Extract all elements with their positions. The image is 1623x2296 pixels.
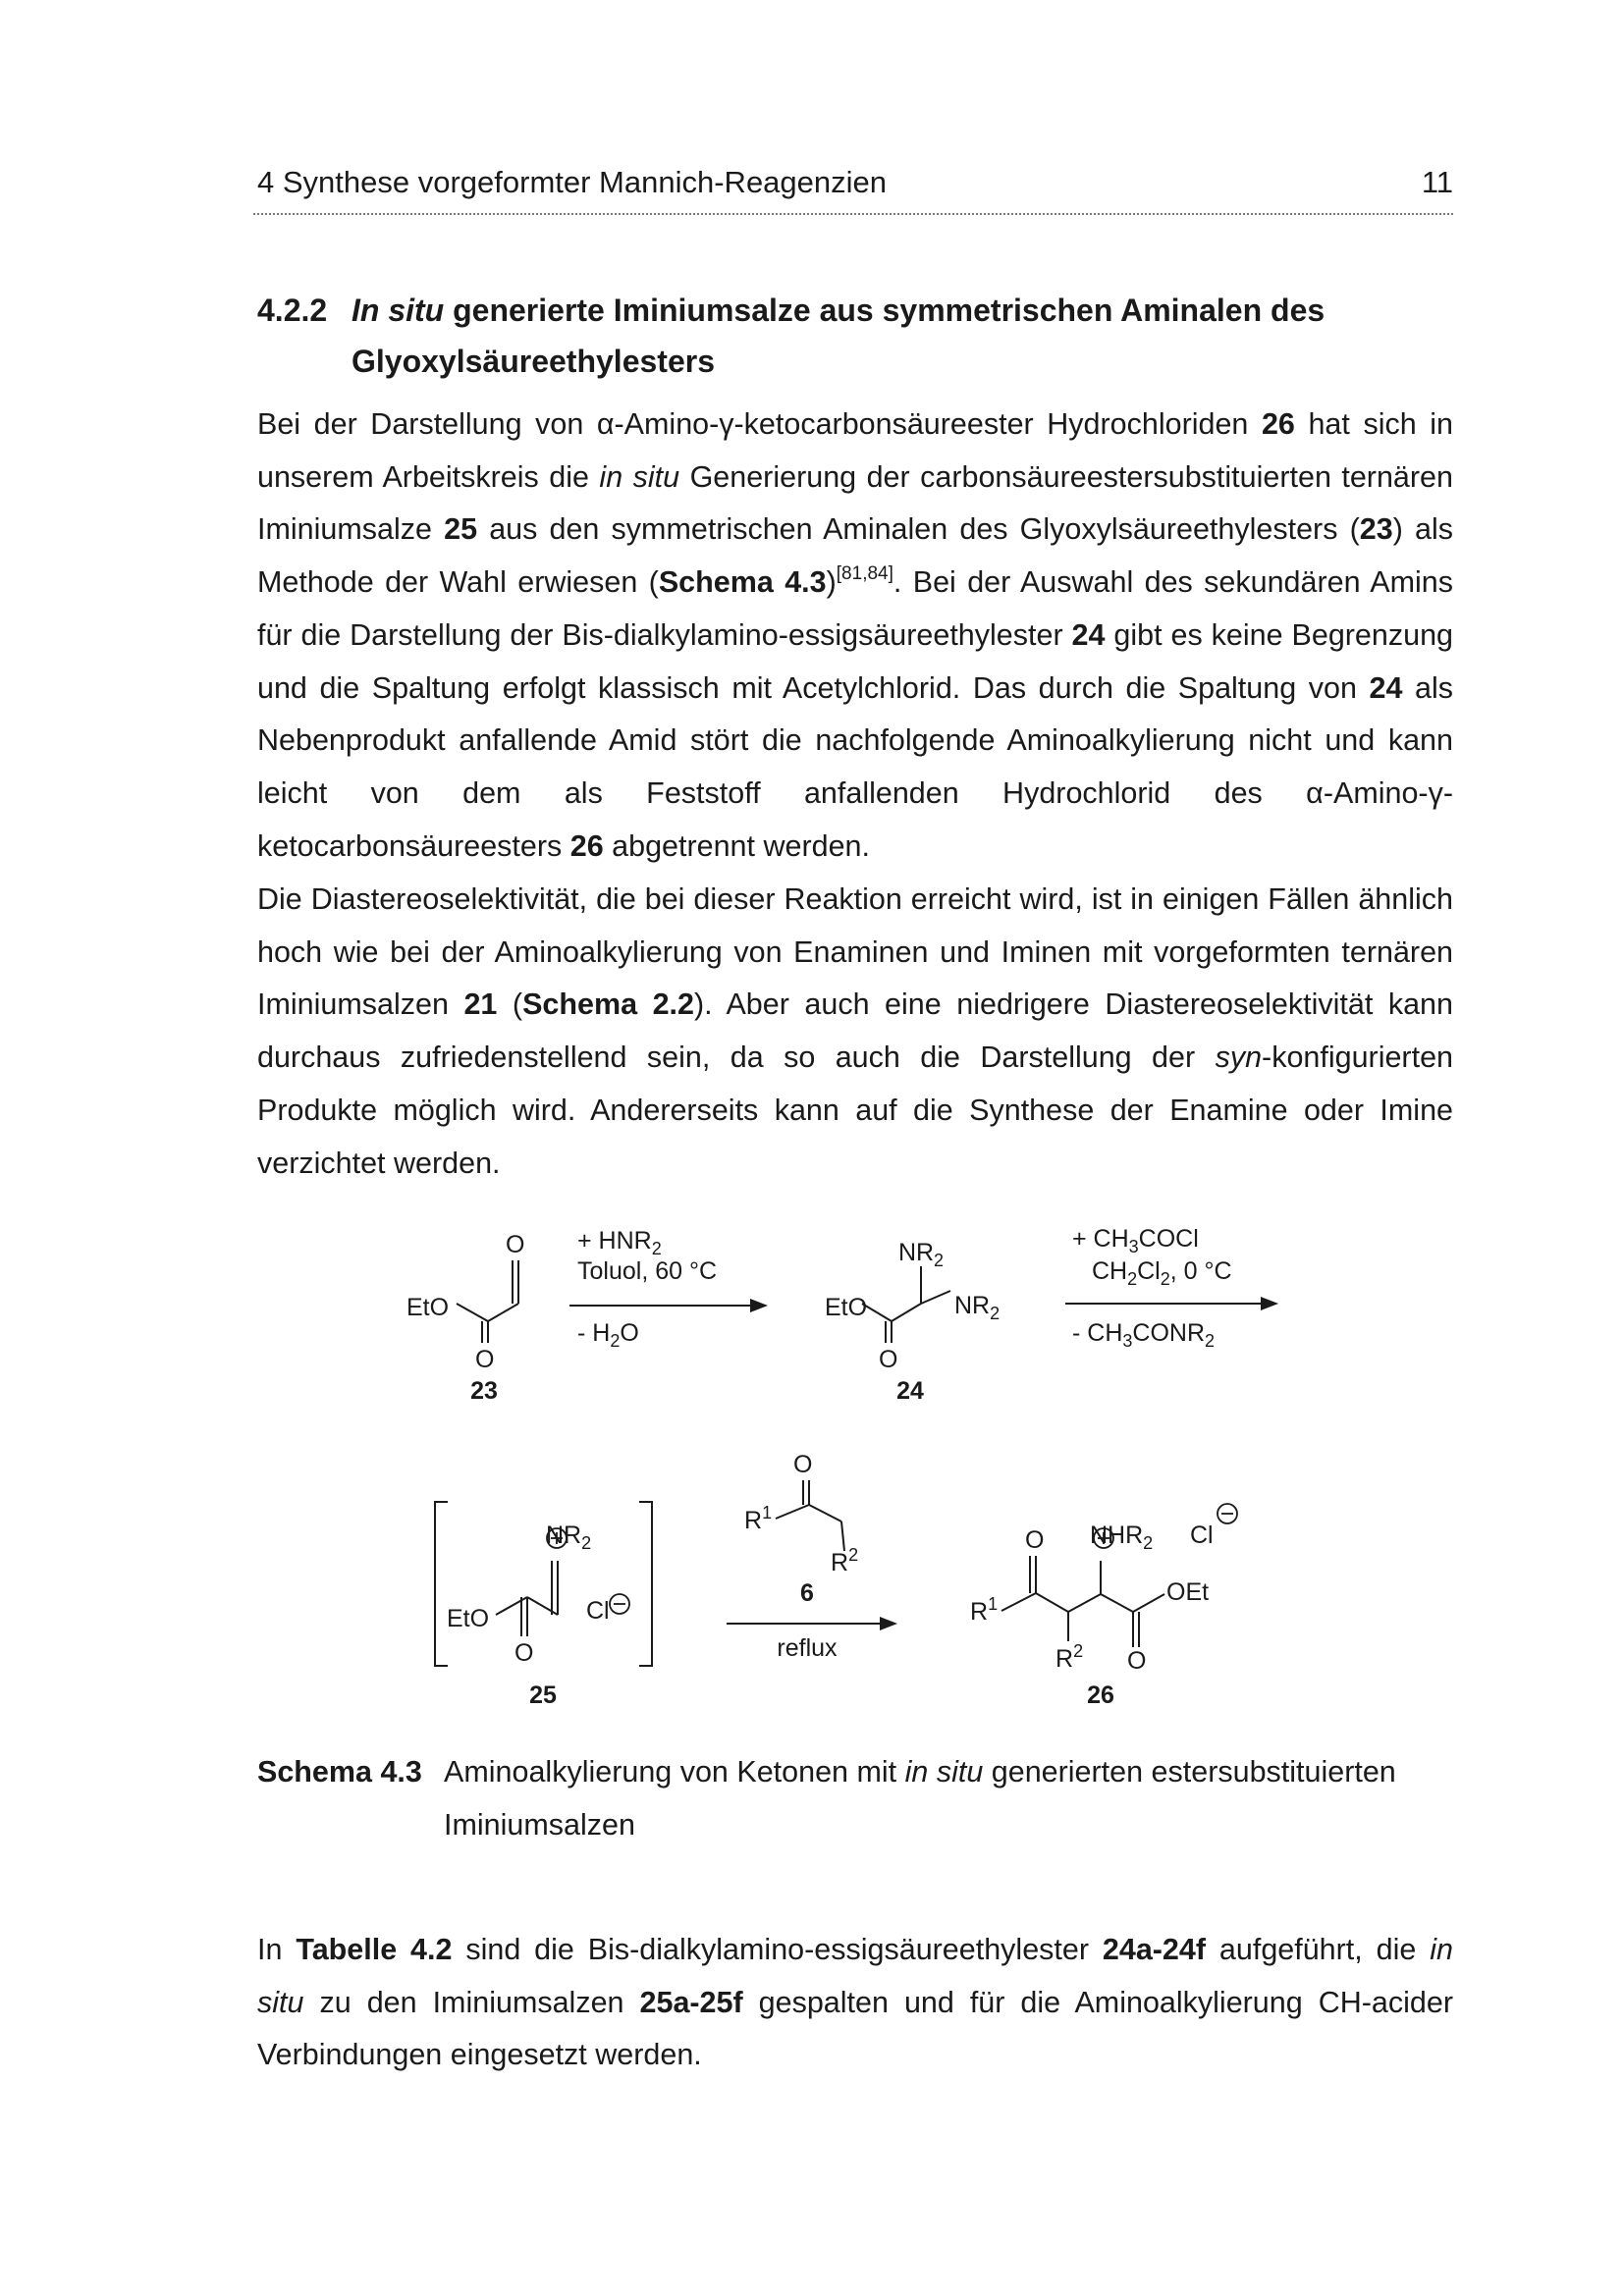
text-run: in situ <box>599 459 680 494</box>
atom-label: $NR_2$ <box>954 1292 1001 1323</box>
running-header <box>257 165 1453 208</box>
header-title: 4 Synthese vorgeformter Mannich-Reagenzien <box>257 165 888 199</box>
step2-solvent: $CH_2Cl_2$, 0 °C <box>1092 1257 1232 1289</box>
compound-label-23: 23 <box>470 1377 498 1405</box>
text-run: ) als Methode der Wahl erwiesen ( <box>257 512 1453 600</box>
text-run: ( <box>497 988 523 1022</box>
atom-label: OEt <box>1166 1578 1210 1606</box>
paragraph-1 <box>257 399 1453 873</box>
atom-label: O <box>475 1346 495 1373</box>
atom-label: $R^1$ <box>970 1594 999 1626</box>
compound-ref: 26 <box>569 828 604 863</box>
text-run: aufgeführt, die <box>1206 1933 1431 1966</box>
text-run: zu den Iminiumsalzen <box>303 1985 640 2019</box>
text-run: Bei der Darstellung von α-Amino-γ-ketocarbonsäureester Hydrochloriden <box>257 407 1262 441</box>
compound-label-24: 24 <box>896 1377 924 1405</box>
atom-label: $NHR_2$ <box>1090 1522 1154 1553</box>
atom-label: $R^1$ <box>744 1503 773 1534</box>
section-heading <box>257 285 1455 387</box>
compound-ref: 25 <box>444 512 478 547</box>
atom-label: Cl <box>586 1597 610 1625</box>
section-title-italic: In situ <box>352 293 445 328</box>
text-run: in situ <box>257 1933 1453 2019</box>
text-run: syn <box>1215 1041 1263 1075</box>
atom-label: EtO <box>406 1294 450 1321</box>
text-run: In <box>257 1933 297 1966</box>
caption-label: Schema 4.3 <box>257 1755 422 1789</box>
text-run: Aminoalkylierung von Ketonen mit <box>444 1755 905 1789</box>
atom-label: $NR_2$ <box>897 1239 945 1270</box>
atom-label: O <box>514 1639 534 1667</box>
compound-ref: 23 <box>1359 512 1393 547</box>
atom-label: O <box>793 1451 813 1478</box>
text-run: ) <box>826 565 837 600</box>
atom-label: EtO <box>447 1605 490 1632</box>
text-run: generierten estersubstituierten Iminiumsalzen <box>444 1755 1396 1842</box>
reagent-label-6: 6 <box>800 1579 814 1607</box>
text-run: aus den symmetrischen Aminalen des Glyoxylsäureethylesters ( <box>477 512 1360 547</box>
text-run: als Nebenprodukt anfallende Amid stört die nachfolgende Aminoalkylierung nicht und kann leicht von dem als Feststoff anfallenden Hydrochlorid des α-Amino-γ-ketocarbonsäureesters <box>257 670 1453 863</box>
atom-label: O <box>1025 1526 1045 1554</box>
header-rule <box>253 213 1453 215</box>
atom-label: O <box>1127 1647 1147 1675</box>
section-number: 4.2.2 <box>257 293 328 328</box>
step1-reagent: + $HNR_2$ <box>577 1227 662 1258</box>
scheme-ref: Schema 4.3 <box>658 565 827 600</box>
text-run: abgetrennt werden. <box>603 828 870 863</box>
text-run: ). Aber auch eine niedrigere Diastereoselektivität kann durchaus zufriedenstellend sein, da so auch die Darstellung der <box>257 988 1453 1075</box>
step1-byproduct: - $H_2O$ <box>577 1319 639 1351</box>
step1-solvent: Toluol, 60 °C <box>577 1257 718 1285</box>
compound-ref: 24 <box>1369 670 1403 705</box>
atom-label: $NR_2$ <box>546 1522 592 1553</box>
compound-label-25: 25 <box>529 1682 557 1709</box>
text-run: hat sich in unserem Arbeitskreis die <box>257 407 1453 494</box>
step3-condition: reflux <box>777 1634 838 1662</box>
table-ref: Tabelle 4.2 <box>296 1933 453 1966</box>
compound-ref: 24 <box>1071 617 1106 652</box>
step2-reagent: + $CH_3COCl$ <box>1072 1225 1199 1256</box>
step2-byproduct: - $CH_3CONR_2$ <box>1072 1319 1216 1351</box>
atom-label: O <box>879 1346 898 1373</box>
text-run: gibt es keine Begrenzung und die Spaltung erfolgt klassisch mit Acetylchlorid. Das durch die Spaltung von <box>257 617 1453 705</box>
scheme-caption <box>257 1745 1455 1851</box>
paragraph-3 <box>257 1924 1453 2082</box>
compound-label-26: 26 <box>1087 1682 1114 1709</box>
atom-label: $R^2$ <box>831 1545 859 1576</box>
text-run: Die Diastereoselektivität, die bei dieser Reaktion erreicht wird, ist in einigen Fällen ähnlich hoch wie bei der Aminoalkylierung von Enaminen und Iminen mit vorgeformten ternären Iminiumsalzen <box>257 882 1453 1022</box>
text-run: sind die Bis-dialkylamino-essigsäureethylester <box>452 1933 1103 1966</box>
scheme-ref: Schema 2.2 <box>522 988 694 1022</box>
text-run: . Bei der Auswahl des sekundären Amins für die Darstellung der Bis-dialkylamino-essigsäureethylester <box>257 565 1453 652</box>
atom-label: O <box>506 1231 525 1258</box>
compound-ref: 25a-25f <box>639 1985 743 2019</box>
atom-label: $R^2$ <box>1055 1641 1084 1673</box>
reaction-scheme <box>0 1207 1623 1737</box>
atom-label: EtO <box>825 1294 868 1321</box>
page-number: 11 <box>1421 165 1453 199</box>
paragraph-2 <box>257 874 1453 1190</box>
compound-ref: 24a-24f <box>1102 1933 1207 1966</box>
citation: [81,84] <box>836 563 893 585</box>
compound-ref: 26 <box>1261 407 1295 441</box>
section-title <box>352 285 1455 387</box>
text-run: -konfigurierten Produkte möglich wird. Andererseits kann auf die Synthese der Enamine oder Imine verzichtet werden. <box>257 1041 1453 1180</box>
text-run: in situ <box>904 1755 984 1789</box>
compound-ref: 21 <box>463 988 498 1022</box>
caption-text <box>444 1745 1455 1851</box>
text-run: gespalten und für die Aminoalkylierung CH-acider Verbindungen eingesetzt werden. <box>257 1985 1453 2072</box>
section-title-rest: generierte Iminiumsalze aus symmetrischen Aminalen des Glyoxylsäureethylesters <box>352 293 1325 379</box>
text-run: Generierung der carbonsäureestersubstituierten ternären Iminiumsalze <box>257 459 1453 547</box>
atom-label: Cl <box>1190 1522 1214 1549</box>
